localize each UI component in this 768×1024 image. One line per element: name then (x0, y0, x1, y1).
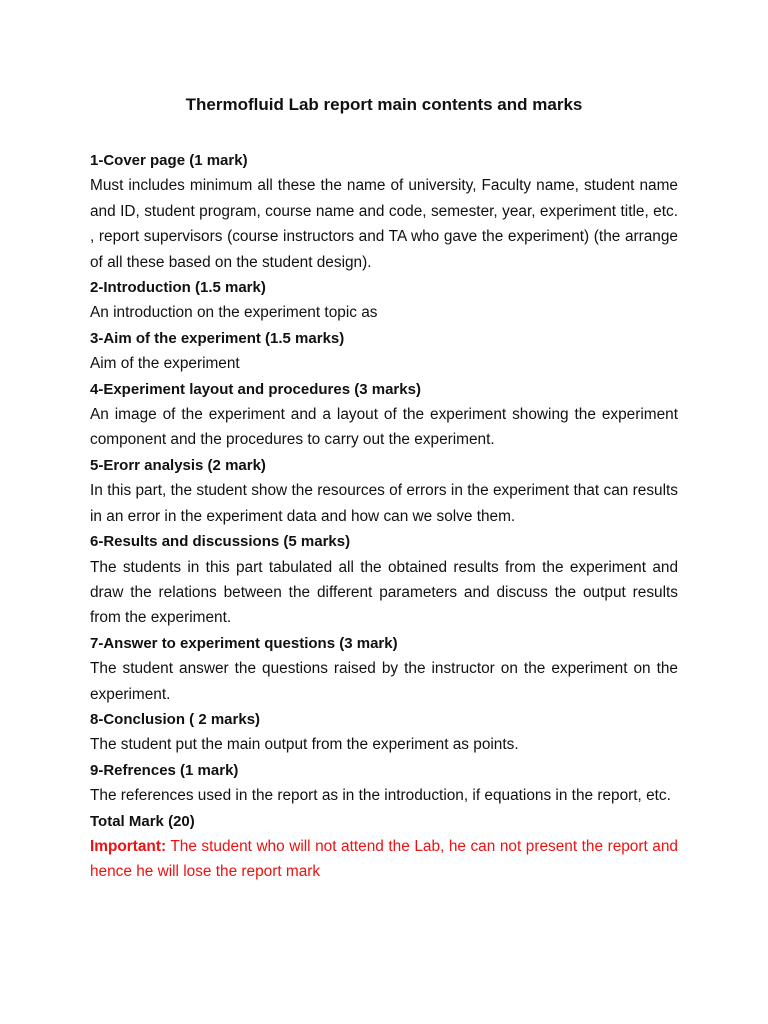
document-title: Thermofluid Lab report main contents and marks (185, 95, 583, 114)
section-heading: 1-Cover page (1 mark) (90, 152, 248, 169)
section-references (90, 758, 678, 809)
section-heading: 3-Aim of the experiment (1.5 marks) (90, 329, 345, 347)
important-text: The student who will not attend the Lab, he can not present the report and hence he will lose the report mark (90, 837, 678, 881)
section-conclusion (90, 707, 678, 758)
section-body: The references used in the report as in the introduction, if equations in the report, etc. (90, 787, 671, 805)
section-body: In this part, the student show the resources of errors in the experiment that can results in an error in the experiment data and how can we solve them. (90, 482, 678, 525)
section-heading: 5-Erorr analysis (2 mark) (90, 456, 266, 474)
section-heading: 4-Experiment layout and procedures (3 marks) (90, 380, 421, 398)
section-body: An introduction on the experiment topic as (90, 304, 378, 322)
important-note (90, 834, 678, 885)
section-body: The student answer the questions raised by the instructor on the experiment on the experiment. (90, 660, 678, 703)
section-body: An image of the experiment and a layout of the experiment showing the experiment component and the procedures to carry out the experiment. (90, 406, 678, 449)
section-results (90, 529, 678, 631)
section-heading: 9-Refrences (1 mark) (90, 761, 239, 779)
section-heading: 8-Conclusion ( 2 marks) (90, 710, 261, 728)
important-label: Important: (90, 837, 167, 855)
section-heading: 7-Answer to experiment questions (3 mark) (90, 634, 398, 652)
section-aim (90, 326, 678, 377)
section-cover-page (90, 148, 678, 275)
section-error-analysis (90, 453, 678, 529)
section-body: The student put the main output from the experiment as points. (90, 736, 519, 754)
section-body: Must includes minimum all these the name of university, Faculty name, student name and ID, student program, course name and code, semester, year, experiment title, etc. , report supervisors (course instructors and TA who gave the experiment) (the arrange of all these based on the student design). (90, 177, 678, 271)
section-introduction (90, 275, 678, 326)
section-questions (90, 631, 678, 707)
section-body: Aim of the experiment (90, 355, 240, 373)
section-heading: 6-Results and discussions (5 marks) (90, 533, 351, 551)
document-page (90, 92, 678, 885)
total-mark: Total Mark (20) (90, 812, 195, 830)
section-experiment-layout (90, 377, 678, 453)
section-body: The students in this part tabulated all the obtained results from the experiment and draw the relations between the different parameters and discuss the output results from the experiment. (90, 558, 678, 627)
section-heading: 2-Introduction (1.5 mark) (90, 279, 266, 297)
